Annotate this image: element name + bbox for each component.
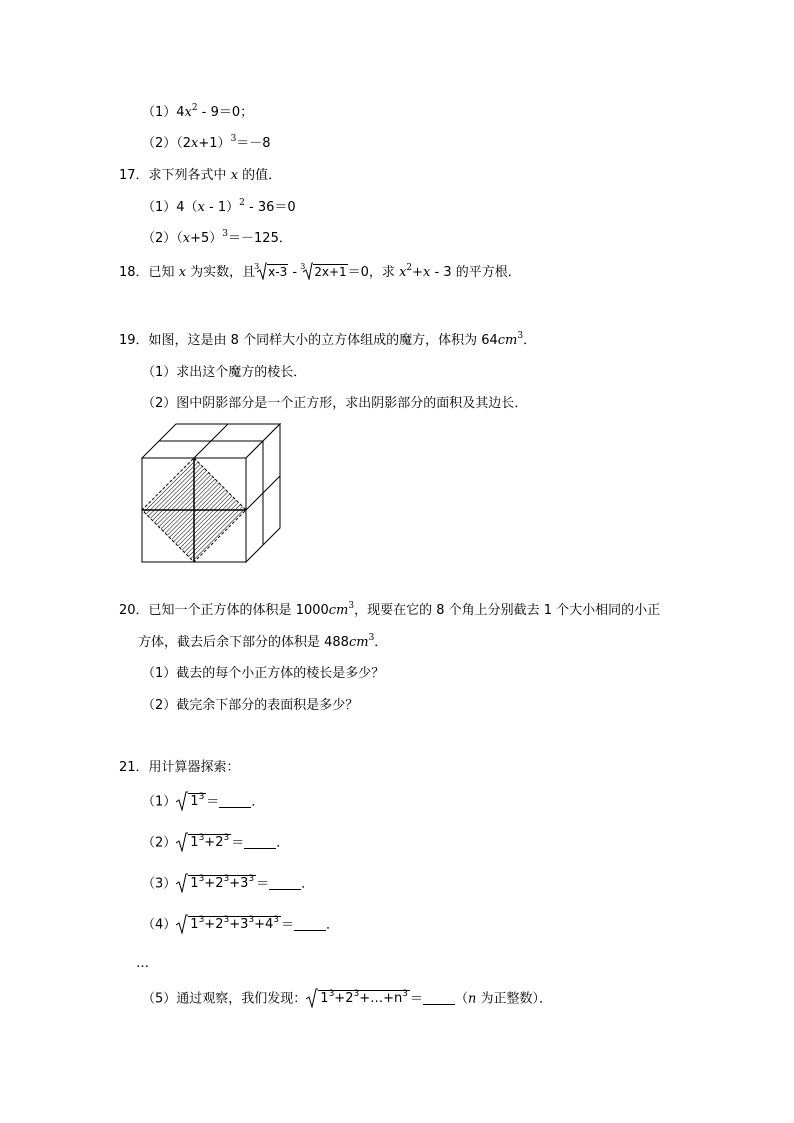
note-text: 为正整数）． [476,991,553,1007]
exponent: 3 [198,792,205,802]
q17-part2 [142,230,292,248]
root-index: 3 [254,262,260,271]
q21-part4 [142,914,339,937]
q18-text-a: 18．已知 [119,265,179,280]
period: ． [276,835,290,851]
radical-sign-icon [176,832,188,852]
root-index: 3 [300,262,306,271]
exponent: 3 [223,833,230,843]
exponent: 3 [273,915,280,925]
radical-sign-icon [176,873,188,893]
radical-sign-icon [303,262,313,280]
q17-part1 [142,199,296,217]
equals: ＝ [231,835,245,851]
q17-part2-text-c: ＝－125． [228,231,292,246]
answer-blank[interactable] [219,795,251,808]
q20-line2-text-a: 方体，截去后余下部分的体积是 488 [138,635,349,650]
equals: ＝ [281,917,295,933]
exponent: 3 [328,989,335,999]
var-x: x [197,200,205,215]
q16-part2-text-a: （2）（2 [142,136,192,151]
cube-root-2 [301,262,347,283]
answer-blank[interactable] [294,918,326,931]
part-label: （1） [142,794,177,810]
expr: 1 [190,876,199,891]
expr: 1 [190,835,199,850]
cube-figure [138,420,284,566]
var-x: x [178,265,187,280]
q18-statement [119,262,521,283]
answer-blank[interactable] [269,877,301,890]
answer-blank[interactable] [423,992,455,1005]
part-label: （5）通过观察，我们发现： [142,991,307,1007]
expr: +2 [204,876,224,891]
expr: +3 [229,917,249,932]
radical-sign-icon [176,791,188,811]
exponent: 2 [239,198,245,208]
cube-root-1 [255,262,288,283]
expr: +2 [334,991,354,1006]
var-x: x [423,265,431,280]
q19-part1: （1）求出这个魔方的棱长． [142,365,307,380]
period: ． [326,917,340,933]
expr: +4 [254,917,274,932]
exponent: 3 [223,874,230,884]
q18-text-e: - 3 的平方根． [430,265,521,280]
q17-title-text-b: 的值． [238,168,282,183]
exponent: 3 [248,874,255,884]
q17-title-text-a: 17．求下列各式中 [119,168,231,183]
q20-line1-text-a: 20．已知一个正方体的体积是 1000 [119,603,329,618]
q19-title [119,332,536,350]
radicand: x-3 [268,265,288,279]
q17-title [119,167,281,185]
q19-part2: （2）图中阴影部分是一个正方形，求出阴影部分的面积及其边长． [142,396,528,411]
q20-line2-text-b: ． [374,635,388,650]
square-root [176,873,256,895]
part-label: （4） [142,917,177,933]
square-root [306,988,410,1010]
square-root [176,914,281,936]
radicand: 2x+1 [314,265,347,279]
q19-title-text-a: 19．如图，这是由 8 个同样大小的立方体组成的魔方，体积为 64 [119,333,498,348]
q21-part2 [142,832,289,855]
equals: ＝ [256,876,270,892]
exponent: 3 [198,833,205,843]
exponent: 3 [348,601,355,611]
exponent: 3 [198,874,205,884]
expr: +2 [204,835,224,850]
expr: +…+n [359,991,403,1006]
q19-title-text-b: ． [523,333,537,348]
part-label: （3） [142,876,177,892]
q16-part1-text-b: - 9＝0； [197,105,254,120]
q18-text-c: ＝0，求 [347,265,400,280]
note-open: （ [454,991,468,1007]
q20-line1-text-b: ，现要在它的 8 个角上分别截去 1 个大小相同的小正 [354,603,661,618]
exponent: 3 [368,633,375,643]
q18-minus: - [288,265,302,280]
exponent: 2 [406,263,413,273]
radical-sign-icon [176,914,188,934]
q21-ellipsis: … [136,956,149,971]
answer-blank[interactable] [244,836,276,849]
expr: +2 [204,917,224,932]
q20-line2 [138,634,387,652]
q20-part1: （1）截去的每个小正方体的棱长是多少？ [142,666,385,681]
q17-part2-text-b: +5） [190,231,223,246]
expr: 1 [320,991,329,1006]
plus-sign: + [412,265,424,280]
exponent: 3 [248,915,255,925]
period: ． [251,794,265,810]
equals: ＝ [206,794,220,810]
var-x: x [230,168,239,183]
var-x: x [184,105,192,120]
exponent: 2 [191,103,198,113]
exponent: 3 [353,989,360,999]
q16-part1 [142,104,253,122]
q16-part2 [142,135,271,153]
expr: 1 [190,794,199,809]
q21-title: 21．用计算器探索： [119,760,240,775]
q16-part2-text-c: ＝－8 [236,136,271,151]
var-n: n [468,991,477,1007]
q20-line1 [119,602,660,620]
equals: ＝ [409,991,423,1007]
expr: +3 [229,876,249,891]
exponent: 3 [198,915,205,925]
q20-part2: （2）截完余下部分的表面积是多少？ [142,698,359,713]
q17-part2-text-a: （2）（ [142,231,183,246]
unit-cm: cm [328,603,349,618]
q21-part5 [142,988,552,1011]
exponent: 3 [402,989,408,999]
period: ． [301,876,315,892]
exponent: 3 [223,915,230,925]
radical-sign-icon [257,262,267,280]
q18-text-b: 为实数，且 [186,265,256,280]
unit-cm: cm [497,333,518,348]
q21-part3 [142,873,314,896]
q17-part1-text-b: - 1） [204,200,240,215]
q17-part1-text-c: - 36＝0 [244,200,296,215]
square-root [176,791,206,813]
expr: 1 [190,917,199,932]
exponent: 3 [230,134,237,144]
square-root [176,832,231,854]
exponent: 3 [222,229,229,239]
var-x: x [399,265,407,280]
part-label: （2） [142,835,177,851]
unit-cm: cm [348,635,369,650]
var-x: x [182,231,191,246]
q16-part2-text-b: +1） [198,136,231,151]
q21-part1 [142,791,264,814]
q16-part1-text-a: （1）4 [142,105,185,120]
q17-part1-text-a: （1）4（ [142,200,198,215]
radical-sign-icon [306,988,318,1008]
exponent: 3 [517,331,524,341]
var-x: x [191,136,199,151]
